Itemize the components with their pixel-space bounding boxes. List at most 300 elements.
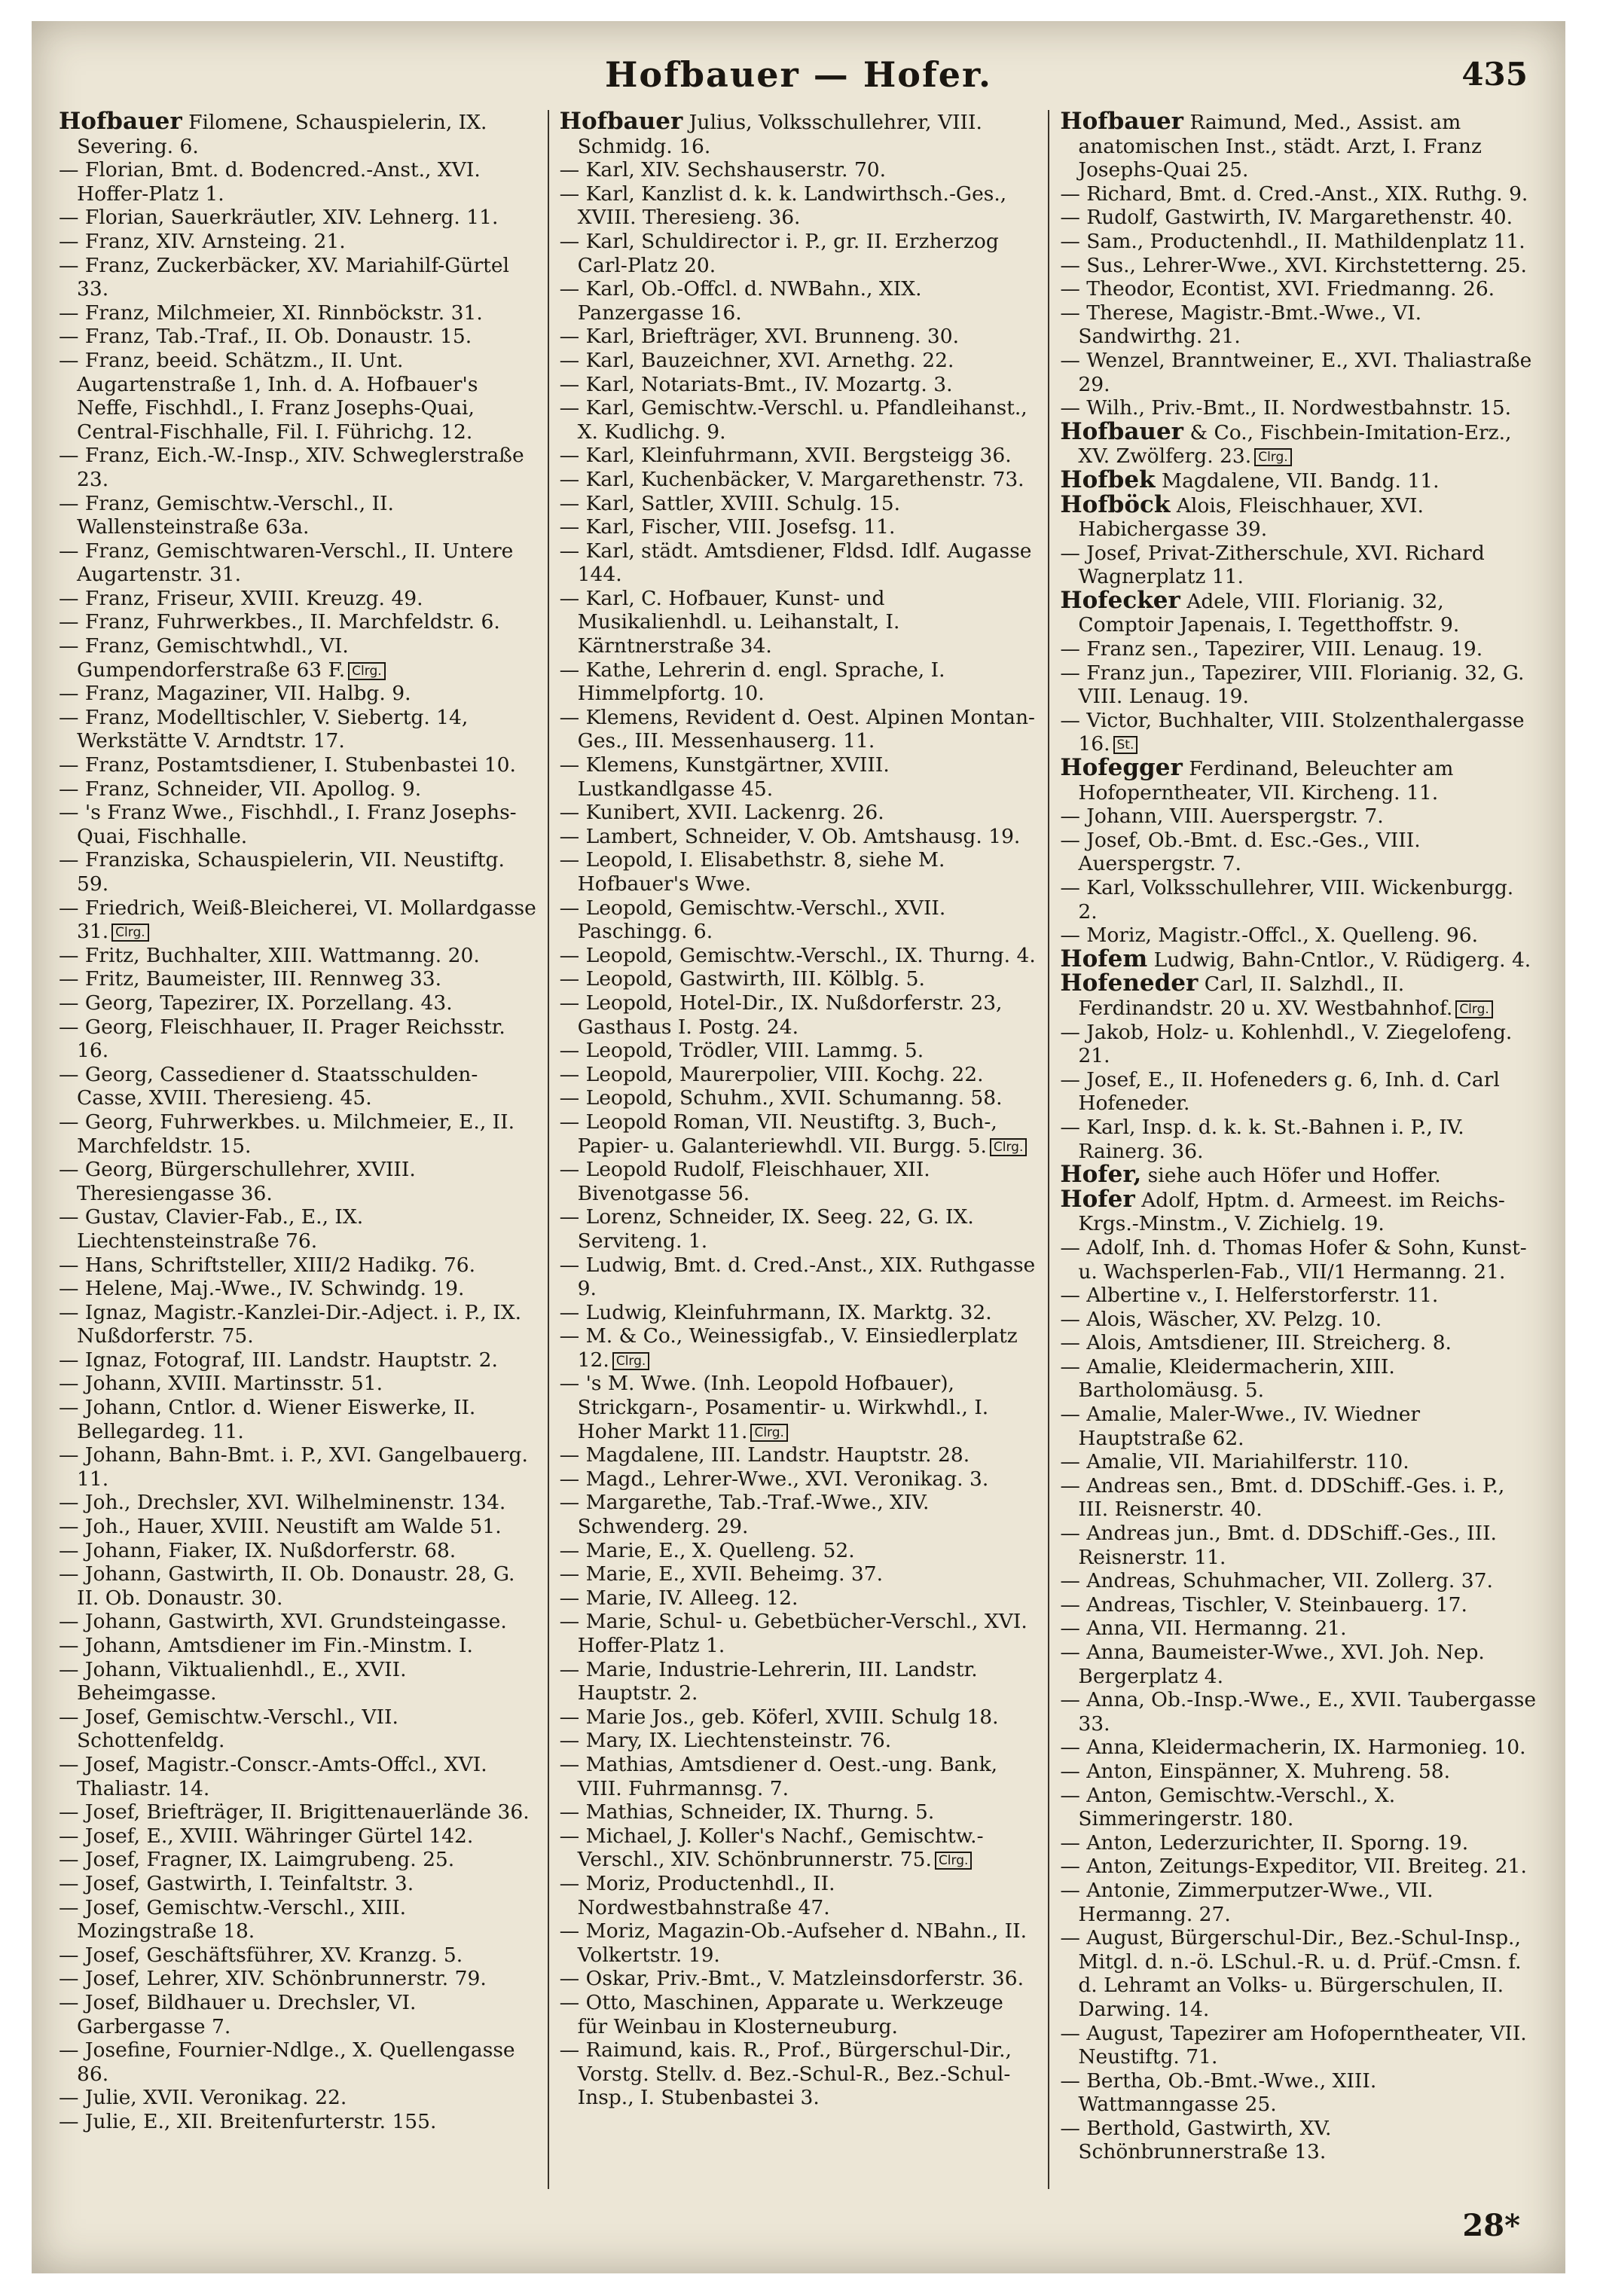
directory-entry [1060, 1879, 1538, 1926]
directory-entry [560, 1729, 1038, 1753]
entry-text: — Josef, Privat-Zitherschule, XVI. Richard Wagnerplatz 11. [1060, 541, 1485, 589]
directory-entry [1060, 637, 1538, 661]
clearing-badge: Clrg. [348, 662, 385, 680]
surname-heading: Hofbauer [1060, 110, 1184, 135]
entry-text: — Karl, Schuldirector i. P., gr. II. Erzherzog Carl-Platz 20. [559, 229, 999, 277]
entry-text: — Josef, Ob.-Bmt. d. Esc.-Ges., VIII. Auerspergstr. 7. [1060, 828, 1421, 876]
entry-text: — Georg, Fleischhauer, II. Prager Reichsstr. 16. [59, 1015, 505, 1063]
entry-text: — Anna, VII. Hermanng. 21. [1060, 1617, 1347, 1641]
directory-entry [59, 1896, 537, 1943]
entry-text: — August, Bürgerschul-Dir., Bez.-Schul-Insp., Mitgl. d. n.-ö. LSchul.-R. u. d. Prüf.-Cmsn. f. d. Lehramt an Volks- u. Bürgerschulen, II. Darwing. 14. [1060, 1926, 1522, 2021]
directory-entry [1060, 2117, 1538, 2164]
entry-text: — Ignaz, Magistr.-Kanzlei-Dir.-Adject. i. P., IX. Nußdorferstr. 75. [59, 1300, 522, 1348]
entry-text: — Sus., Lehrer-Wwe., XVI. Kirchstetterng. 25. [1060, 253, 1527, 277]
directory-entry [560, 444, 1038, 468]
entry-text: — Franz sen., Tapezirer, VIII. Lenaug. 19. [1060, 637, 1483, 661]
directory-entry [59, 1110, 537, 1158]
directory-entry [560, 706, 1038, 753]
directory-entry [1060, 1331, 1538, 1355]
entry-text: Ludwig, Bahn-Cntlor., V. Rüdigerg. 4. [1147, 948, 1531, 972]
directory-entry [560, 230, 1038, 277]
entry-text: — Franz, Modelltischler, V. Siebertg. 14, Werkstätte V. Arndtstr. 17. [59, 705, 469, 753]
entry-text: — Leopold, Trödler, VIII. Lammg. 5. [559, 1039, 924, 1063]
directory-entry [59, 1372, 537, 1396]
entry-text: — Otto, Maschinen, Apparate u. Werkzeuge für Weinbau in Klosterneuburg. [559, 1990, 1003, 2038]
entry-text: — Josef, Magistr.-Conscr.-Amts-Offcl., XVI. Thaliastr. 14. [59, 1752, 487, 1800]
entry-text: & Co., Fischbein-Imitation-Erz., XV. Zwölferg. 23. [1078, 420, 1512, 469]
directory-entry [560, 1800, 1038, 1824]
entry-text: — Andreas, Tischler, V. Steinbauerg. 17. [1060, 1592, 1467, 1617]
column-right [1048, 110, 1549, 2189]
directory-entry [560, 1253, 1038, 1301]
directory-entry [560, 1705, 1038, 1730]
entry-text: — Anna, Kleidermacherin, IX. Harmonieg. 10. [1060, 1736, 1526, 1760]
directory-entry [59, 1253, 537, 1278]
directory-entry [59, 492, 537, 539]
entry-text: — Anton, Zeitungs-Expeditor, VII. Breiteg. 21. [1060, 1855, 1527, 1879]
directory-entry [560, 1443, 1038, 1467]
entry-text: — Amalie, Maler-Wwe., IV. Wiedner Hauptstraße 62. [1060, 1403, 1421, 1450]
entry-text: — Jakob, Holz- u. Kohlenhdl., V. Ziegelofeng. 21. [1060, 1020, 1513, 1068]
entry-text: — Karl, Notariats-Bmt., IV. Mozartg. 3. [559, 372, 953, 396]
directory-entry [560, 396, 1038, 444]
entry-text: — Georg, Cassediener d. Staatsschulden-Casse, XVIII. Theresieng. 45. [59, 1062, 478, 1110]
entry-text: — Johann, Cntlor. d. Wiener Eiswerke, II. Bellegardeg. 11. [59, 1396, 476, 1443]
surname-heading: Hofbauer [1060, 417, 1184, 445]
entry-text: Ferdinand, Beleuchter am Hofoperntheater, VII. Kircheng. 11. [1078, 757, 1454, 805]
entry-text: — Julie, E., XII. Breitenfurterstr. 155. [59, 2109, 437, 2133]
entry-text: — Berthold, Gastwirth, XV. Schönbrunnerstraße 13. [1060, 2116, 1332, 2164]
entry-text: — Lambert, Schneider, V. Ob. Amtshausg. 19. [559, 824, 1021, 848]
directory-entry [1060, 396, 1538, 420]
directory-entry [1060, 1021, 1538, 1068]
column-left [48, 110, 548, 2189]
entry-text: — Leopold Rudolf, Fleischhauer, XII. Bivenotgasse 56. [559, 1158, 930, 1205]
directory-entry [560, 1491, 1038, 1538]
entry-text: — Lorenz, Schneider, IX. Seeg. 22, G. IX. Serviteng. 1. [559, 1205, 974, 1253]
entry-text: — Leopold, Schuhm., XVII. Schumanng. 58. [559, 1086, 1003, 1110]
entry-text: — Raimund, kais. R., Prof., Bürgerschul-Dir., Vorstg. Stellv. d. Bez.-Schul-R., Bez.-Schul-Insp., I. Stubenbastei 3. [559, 2038, 1012, 2110]
entry-text: — Fritz, Buchhalter, XIII. Wattmanng. 20. [59, 943, 480, 967]
entry-text: — Amalie, VII. Mariahilferstr. 110. [1060, 1450, 1409, 1474]
entry-text: — Gustav, Clavier-Fab., E., IX. Liechtensteinstraße 76. [59, 1205, 364, 1253]
directory-entry [59, 2086, 537, 2110]
entry-text: — M. & Co., Weinessigfab., V. Einsiedlerplatz 12. [559, 1324, 1018, 1372]
column-middle [548, 110, 1049, 2189]
entry-text: Alois, Fleischhauer, XVI. Habichergasse 39. [1078, 493, 1424, 542]
entry-text: — Victor, Buchhalter, VIII. Stolzenthalergasse 16. [1060, 708, 1525, 756]
directory-entry [59, 1848, 537, 1872]
directory-head-entry [560, 110, 1038, 158]
surname-heading: Hofbauer [559, 110, 683, 135]
surname-heading: Hofem [1060, 945, 1148, 972]
directory-entry [1060, 876, 1538, 924]
entry-text: — Marie, E., XVII. Beheimg. 37. [559, 1562, 884, 1586]
directory-entry [560, 1205, 1038, 1253]
surname-heading: Hofeneder [1060, 969, 1199, 997]
entry-text: — Franz, Magaziner, VII. Halbg. 9. [59, 682, 411, 706]
entry-text: — Johann, Gastwirth, XVI. Grundsteingasse. [59, 1610, 507, 1634]
entry-text: — Georg, Tapezirer, IX. Porzellang. 43. [59, 991, 453, 1015]
entry-text: — Albertine v., I. Helferstorferstr. 11. [1060, 1284, 1439, 1308]
entry-text: — Josef, E., II. Hofeneders g. 6, Inh. d. Carl Hofeneder. [1060, 1067, 1500, 1116]
directory-entry [560, 1063, 1038, 1087]
directory-entry [560, 801, 1038, 825]
directory-entry [59, 1800, 537, 1824]
clearing-badge: Clrg. [612, 1352, 649, 1370]
directory-entry [560, 825, 1038, 849]
entry-text: — Leopold, Gemischtw.-Verschl., XVII. Paschingg. 6. [559, 896, 946, 944]
entry-text: — Anna, Baumeister-Wwe., XVI. Joh. Nep. Bergerplatz 4. [1060, 1641, 1485, 1688]
entry-text: — Alois, Amtsdiener, III. Streicherg. 8. [1060, 1331, 1452, 1355]
directory-entry [59, 444, 537, 491]
directory-entry [59, 325, 537, 349]
entry-text: — Anton, Einspänner, X. Muhreng. 58. [1060, 1759, 1451, 1783]
entry-text: — Marie, E., X. Quelleng. 52. [559, 1538, 855, 1562]
directory-entry [1060, 805, 1538, 829]
directory-page [32, 21, 1565, 2273]
directory-entry [59, 1872, 537, 1896]
directory-entry [1060, 661, 1538, 709]
entry-text: — Michael, J. Koller's Nachf., Gemischtw.-Verschl., XIV. Schönbrunnerstr. 75. [559, 1824, 984, 1872]
directory-entry [1060, 254, 1538, 278]
entry-text: — Franz, Eich.-W.-Insp., XIV. Schweglerstraße 23. [59, 444, 524, 491]
entry-text: — Magdalene, III. Landstr. Hauptstr. 28. [559, 1443, 970, 1467]
directory-entry [59, 801, 537, 848]
directory-entry [59, 1991, 537, 2038]
entry-text: — Fritz, Baumeister, III. Rennweg 33. [59, 967, 441, 991]
entry-text: — Josef, Bildhauer u. Drechsler, VI. Garbergasse 7. [59, 1990, 417, 2038]
directory-entry [59, 1634, 537, 1658]
directory-head-entry [1060, 1163, 1538, 1188]
entry-text: — Marie, IV. Alleeg. 12. [559, 1586, 798, 1610]
directory-entry [1060, 1522, 1538, 1569]
directory-head-entry [59, 110, 537, 158]
entry-text: — Josef, Gastwirth, I. Teinfaltstr. 3. [59, 1871, 414, 1895]
entry-text: — Oskar, Priv.-Bmt., V. Matzleinsdorferstr. 36. [559, 1967, 1024, 1991]
entry-text: — Moriz, Magistr.-Offcl., X. Quelleng. 96. [1060, 924, 1479, 948]
directory-entry [59, 1158, 537, 1205]
entry-text: — Josef, Briefträger, II. Brigittenauerlände 36. [59, 1800, 530, 1824]
entry-text: — Marie Jos., geb. Köferl, XVIII. Schulg 18. [559, 1705, 999, 1729]
entry-text: — Hans, Schriftsteller, XIII/2 Hadikg. 76. [59, 1253, 476, 1277]
directory-entry [560, 1872, 1038, 1919]
directory-entry [560, 1324, 1038, 1372]
directory-entry [560, 2038, 1038, 2110]
directory-head-entry [1060, 417, 1538, 469]
directory-entry [1060, 277, 1538, 301]
entry-text: — Franz, Gemischtwhdl., VI. Gumpendorferstraße 63 F. [59, 634, 349, 682]
directory-entry [560, 373, 1038, 397]
entry-text: — Rudolf, Gastwirth, IV. Margarethenstr. 40. [1060, 206, 1513, 230]
entry-text: — Georg, Fuhrwerkbes. u. Milchmeier, E., II. Marchfeldstr. 15. [59, 1110, 515, 1158]
directory-entry [59, 1396, 537, 1443]
entry-text: siehe auch Höfer und Hoffer. [1141, 1164, 1441, 1188]
entry-text: — Josef, Lehrer, XIV. Schönbrunnerstr. 79. [59, 1967, 487, 1991]
directory-entry [560, 1967, 1038, 1991]
directory-entry [560, 1539, 1038, 1563]
entry-text: — Moriz, Magazin-Ob.-Aufseher d. NBahn., II. Volkertstr. 19. [559, 1919, 1028, 1967]
entry-text: — Karl, Volksschullehrer, VIII. Wickenburgg. 2. [1060, 876, 1514, 924]
surname-heading: Hofecker [1060, 586, 1180, 614]
directory-entry [560, 1158, 1038, 1205]
entry-text: Raimund, Med., Assist. am anatomischen Inst., städt. Arzt, I. Franz Josephs-Quai 25. [1078, 111, 1482, 182]
directory-entry [59, 944, 537, 968]
directory-entry [59, 206, 537, 230]
entry-text: — Johann, Bahn-Bmt. i. P., XVI. Gangelbauerg. 11. [59, 1443, 528, 1491]
directory-entry [1060, 1308, 1538, 1332]
directory-entry [1060, 1284, 1538, 1308]
entry-text: — Kunibert, XVII. Lackenrg. 26. [559, 801, 884, 825]
directory-entry [1060, 1831, 1538, 1855]
entry-text: — Leopold, Hotel-Dir., IX. Nußdorferstr. 23, Gasthaus I. Postg. 24. [559, 991, 1003, 1039]
entry-text: — Johann, Fiaker, IX. Nußdorferstr. 68. [59, 1538, 457, 1562]
directory-entry [560, 515, 1038, 539]
entry-text: — Karl, Bauzeichner, XVI. Arnethg. 22. [559, 348, 954, 372]
directory-entry [59, 254, 537, 301]
directory-entry [59, 1539, 537, 1563]
entry-text: — Franz, Postamtsdiener, I. Stubenbastei 10. [59, 753, 516, 777]
directory-entry [59, 1610, 537, 1634]
directory-entry [59, 1967, 537, 1991]
surname-heading: Hofbek [1060, 466, 1156, 493]
entry-text: — Therese, Magistr.-Bmt.-Wwe., VI. Sandwirthg. 21. [1060, 301, 1422, 349]
directory-entry [1060, 924, 1538, 948]
entry-text: — Karl, Gemischtw.-Verschl. u. Pfandleihanst., X. Kudlichg. 9. [559, 396, 1028, 444]
entry-text: — Andreas sen., Bmt. d. DDSchiff.-Ges. i. P., III. Reisnerstr. 40. [1060, 1473, 1505, 1522]
entry-text: — Franz jun., Tapezirer, VIII. Florianig. 32, G. VIII. Lenaug. 19. [1060, 661, 1525, 709]
entry-text: — Kathe, Lehrerin d. engl. Sprache, I. Himmelpfortg. 10. [559, 658, 945, 706]
directory-head-entry [1060, 586, 1538, 637]
entry-text: Magdalene, VII. Bandg. 11. [1155, 469, 1440, 493]
directory-entry [59, 349, 537, 444]
entry-text: — August, Tapezirer am Hofoperntheater, VII. Neustiftg. 71. [1060, 2021, 1527, 2069]
entry-text: — Richard, Bmt. d. Cred.-Anst., XIX. Ruthg. 9. [1060, 182, 1528, 206]
entry-text: — Wenzel, Branntweiner, E., XVI. Thaliastraße 29. [1060, 348, 1532, 396]
entry-text: — Klemens, Revident d. Oest. Alpinen Montan-Ges., III. Messenhauserg. 11. [559, 705, 1035, 753]
directory-entry [59, 1658, 537, 1705]
surname-heading: Hofer, [1060, 1161, 1142, 1189]
directory-entry [560, 325, 1038, 349]
entry-text: — Johann, VIII. Auerspergstr. 7. [1060, 805, 1384, 829]
directory-entry [59, 1348, 537, 1372]
directory-entry [560, 1919, 1038, 1967]
directory-entry [59, 610, 537, 634]
clearing-badge: Clrg. [990, 1138, 1027, 1156]
entry-text: — Magd., Lehrer-Wwe., XVI. Veronikag. 3. [559, 1467, 989, 1491]
directory-entry [1060, 709, 1538, 756]
directory-entry [1060, 1450, 1538, 1474]
directory-entry [59, 158, 537, 206]
directory-entry [560, 991, 1038, 1039]
entry-text: — Franz, XIV. Arnsteing. 21. [59, 229, 346, 253]
directory-entry [59, 1015, 537, 1063]
entry-text: — Ludwig, Kleinfuhrmann, IX. Marktg. 32. [559, 1300, 992, 1324]
entry-text: Adolf, Hptm. d. Armeest. im Reichs-Krgs.-Minstm., V. Zichielg. 19. [1078, 1188, 1505, 1236]
entry-text: — Marie, Industrie-Lehrerin, III. Landstr. Hauptstr. 2. [559, 1657, 978, 1705]
directory-entry [560, 848, 1038, 896]
directory-entry [59, 1205, 537, 1253]
entry-text: — Johann, Viktualienhdl., E., XVII. Beheimgasse. [59, 1657, 407, 1705]
entry-text: — Wilh., Priv.-Bmt., II. Nordwestbahnstr. 15. [1060, 396, 1512, 420]
entry-text: — Sam., Productenhdl., II. Mathildenplatz 11. [1060, 229, 1525, 253]
entry-text: — Margarethe, Tab.-Traf.-Wwe., XIV. Schwenderg. 29. [559, 1491, 930, 1539]
entry-text: — Karl, XIV. Sechshauserstr. 70. [559, 158, 887, 182]
directory-entry [560, 468, 1038, 492]
entry-text: — Friedrich, Weiß-Bleicherei, VI. Mollardgasse 31. [59, 896, 536, 944]
directory-entry [1060, 1855, 1538, 1879]
directory-entry [1060, 1617, 1538, 1641]
directory-entry [59, 848, 537, 896]
entry-text: — Johann, Amtsdiener im Fin.-Minstm. I. [59, 1634, 473, 1657]
directory-entry [1060, 1403, 1538, 1450]
entry-text: — Franz, Friseur, XVIII. Kreuzg. 49. [59, 586, 423, 610]
directory-entry [560, 277, 1038, 325]
directory-entry [1060, 1926, 1538, 2021]
directory-entry [1060, 206, 1538, 230]
entry-text: — Andreas, Schuhmacher, VII. Zollerg. 37. [1060, 1569, 1493, 1593]
directory-entry [1060, 1688, 1538, 1736]
entry-text: — Karl, Ob.-Offcl. d. NWBahn., XIX. Panzergasse 16. [559, 277, 922, 325]
entry-text: — Josef, Gemischtw.-Verschl., VII. Schottenfeldg. [59, 1705, 398, 1753]
directory-entry [1060, 1641, 1538, 1688]
directory-entry [1060, 542, 1538, 589]
entry-text: — 's M. Wwe. (Inh. Leopold Hofbauer), Strickgarn-, Posamentir- u. Wirkwhdl., I. Hoher Markt 11. [559, 1372, 989, 1443]
entry-text: — Franz, Schneider, VII. Apollog. 9. [59, 777, 422, 801]
directory-entry [560, 1110, 1038, 1158]
directory-entry [560, 1372, 1038, 1443]
directory-entry [59, 1753, 537, 1800]
directory-entry [560, 1086, 1038, 1110]
entry-text: — Anton, Gemischtw.-Verschl., X. Simmeringerstr. 180. [1060, 1783, 1396, 1831]
entry-text: — Helene, Maj.-Wwe., IV. Schwindg. 19. [59, 1277, 465, 1301]
entry-text: — Karl, Briefträger, XVI. Brunneng. 30. [559, 325, 960, 349]
directory-entry [1060, 1355, 1538, 1403]
entry-text: — Anton, Lederzurichter, II. Sporng. 19. [1060, 1830, 1469, 1855]
entry-text: — Johann, Gastwirth, II. Ob. Donaustr. 28, G. II. Ob. Donaustr. 30. [59, 1562, 515, 1610]
page-header [32, 48, 1565, 101]
directory-entry [1060, 2022, 1538, 2069]
entry-text: — Adolf, Inh. d. Thomas Hofer & Sohn, Kunst- u. Wachsperlen-Fab., VII/1 Hermanng. 21. [1060, 1235, 1527, 1284]
entry-text: — Karl, Kuchenbäcker, V. Margarethenstr. 73. [559, 467, 1024, 491]
directory-head-entry [1060, 945, 1538, 972]
directory-entry [59, 991, 537, 1015]
directory-entry [59, 587, 537, 611]
directory-entry [59, 706, 537, 753]
directory-entry [59, 682, 537, 706]
entry-text: Filomene, Schauspielerin, IX. Severing. 6. [77, 111, 487, 158]
directory-entry [560, 1301, 1038, 1325]
entry-text: — Joh., Drechsler, XVI. Wilhelminenstr. 134. [59, 1491, 506, 1515]
entry-text: — Josef, Gemischtw.-Verschl., XIII. Mozingstraße 18. [59, 1895, 407, 1943]
entry-text: — Josef, Fragner, IX. Laimgrubeng. 25. [59, 1848, 455, 1872]
entry-text: — Josef, E., XVIII. Währinger Gürtel 142. [59, 1824, 474, 1848]
directory-entry [1060, 1760, 1538, 1784]
entry-text: — Marie, Schul- u. Gebetbücher-Verschl., XVI. Hoffer-Platz 1. [559, 1610, 1028, 1657]
directory-entry [59, 896, 537, 944]
surname-heading: Hofegger [1060, 754, 1183, 782]
entry-text: — Karl, Sattler, XVIII. Schulg. 15. [559, 491, 901, 515]
entry-text: — Anna, Ob.-Insp.-Wwe., E., XVII. Taubergasse 33. [1060, 1688, 1536, 1736]
directory-entry [59, 1301, 537, 1348]
columns-container [48, 110, 1549, 2189]
directory-entry [59, 753, 537, 777]
entry-text: — Karl, Kleinfuhrmann, XVII. Bergsteigg 36. [559, 444, 1012, 468]
directory-entry [560, 1610, 1038, 1657]
entry-text: — Mathias, Schneider, IX. Thurng. 5. [559, 1800, 935, 1824]
directory-head-entry [1060, 756, 1538, 805]
directory-entry [560, 182, 1038, 230]
clearing-badge: Clrg. [750, 1424, 787, 1442]
entry-text: — Florian, Bmt. d. Bodencred.-Anst., XVI. Hoffer-Platz 1. [59, 158, 481, 206]
clearing-badge: St. [1113, 736, 1138, 754]
directory-entry [560, 1824, 1038, 1872]
entry-text: — Franziska, Schauspielerin, VII. Neustiftg. 59. [59, 848, 505, 896]
directory-head-entry [1060, 490, 1538, 542]
directory-entry [560, 349, 1038, 373]
directory-entry [1060, 1236, 1538, 1284]
surname-heading: Hofböck [1060, 490, 1171, 518]
directory-entry [59, 1063, 537, 1110]
directory-entry [59, 1491, 537, 1515]
directory-entry [1060, 1784, 1538, 1831]
entry-text: — Karl, Fischer, VIII. Josefsg. 11. [559, 515, 896, 539]
directory-entry [59, 777, 537, 801]
page-title: Hofbauer — Hofer. [604, 54, 993, 95]
directory-entry [59, 230, 537, 254]
clearing-badge: Clrg. [1455, 1000, 1492, 1018]
entry-text: Julius, Volksschullehrer, VIII. Schmidg. 16. [577, 111, 982, 158]
entry-text: — Leopold, I. Elisabethstr. 8, siehe M. Hofbauer's Wwe. [559, 848, 945, 896]
directory-entry [560, 1039, 1038, 1063]
directory-entry [59, 1515, 537, 1539]
entry-text: — Franz, Fuhrwerkbes., II. Marchfeldstr. 6. [59, 610, 500, 634]
entry-text: — Karl, städt. Amtsdiener, Fldsd. Idlf. Augasse 144. [559, 539, 1032, 587]
page-number: 435 [1461, 56, 1528, 93]
directory-head-entry [1060, 969, 1538, 1020]
entry-text: — Theodor, Econtist, XVI. Friedmanng. 26. [1060, 277, 1495, 301]
entry-text: — Antonie, Zimmerputzer-Wwe., VII. Hermanng. 27. [1060, 1878, 1434, 1926]
entry-text: — Florian, Sauerkräutler, XIV. Lehnerg. 11. [59, 206, 499, 230]
entry-text: — Johann, XVIII. Martinsstr. 51. [59, 1372, 383, 1396]
entry-text: — Karl, Kanzlist d. k. k. Landwirthsch.-Ges., XVIII. Theresieng. 36. [559, 182, 1007, 230]
surname-heading: Hofbauer [59, 110, 182, 135]
entry-text: — Moriz, Productenhdl., II. Nordwestbahnstraße 47. [559, 1871, 835, 1919]
directory-head-entry [1060, 110, 1538, 182]
directory-entry [1060, 2069, 1538, 2117]
directory-entry [59, 2110, 537, 2134]
directory-entry [59, 539, 537, 587]
directory-entry [560, 492, 1038, 516]
directory-entry [59, 1824, 537, 1849]
entry-text: — Alois, Wäscher, XV. Pelzg. 10. [1060, 1307, 1382, 1331]
entry-text: — Leopold, Maurerpolier, VIII. Kochg. 22. [559, 1062, 984, 1086]
entry-text: — Karl, Insp. d. k. k. St.-Bahnen i. P., IV. Rainerg. 36. [1060, 1115, 1464, 1163]
directory-entry [1060, 1116, 1538, 1163]
directory-entry [59, 1443, 537, 1491]
directory-head-entry [1060, 1185, 1538, 1236]
directory-entry [1060, 349, 1538, 396]
entry-text: — Josef, Geschäftsführer, XV. Kranzg. 5. [59, 1943, 463, 1967]
directory-entry [560, 944, 1038, 968]
clearing-badge: Clrg. [935, 1852, 972, 1870]
entry-text: — Ignaz, Fotograf, III. Landstr. Hauptstr. 2. [59, 1348, 498, 1372]
entry-text: Carl, II. Salzhdl., II. Ferdinandstr. 20 u. XV. Westbahnhof. [1078, 972, 1453, 1020]
entry-text: — Ludwig, Bmt. d. Cred.-Anst., XIX. Ruthgasse 9. [559, 1253, 1036, 1301]
entry-text: — Leopold, Gastwirth, III. Kölblg. 5. [559, 967, 925, 991]
directory-entry [560, 1562, 1038, 1586]
directory-entry [1060, 1736, 1538, 1760]
